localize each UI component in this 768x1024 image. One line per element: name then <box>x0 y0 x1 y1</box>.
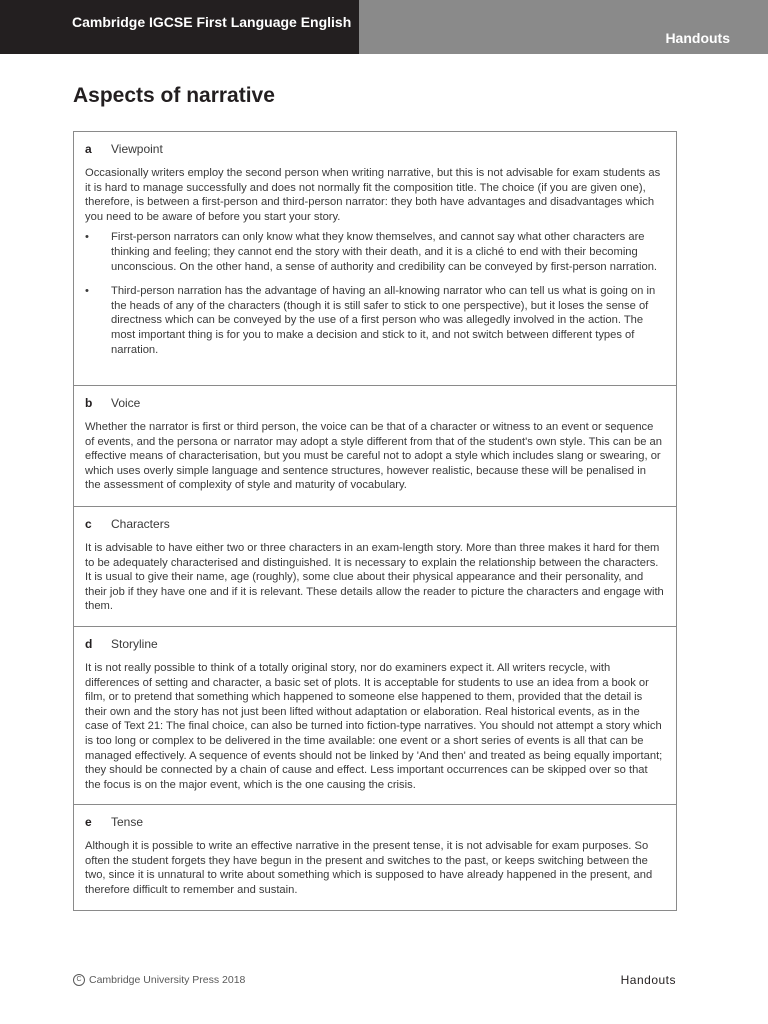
section-letter: a <box>85 142 92 156</box>
section-storyline <box>74 627 676 805</box>
section-heading: Viewpoint <box>111 142 163 156</box>
section-letter: d <box>85 637 93 651</box>
section-voice <box>74 386 676 507</box>
header-section-bar <box>359 0 768 54</box>
footer-copyright-text: Cambridge University Press 2018 <box>89 974 246 986</box>
bullet-icon: • <box>85 231 89 244</box>
header-section-label: Handouts <box>665 30 730 46</box>
section-text: Whether the narrator is first or third person, the voice can be that of a character or witness to an event or sequence of events, and the persona or narrator may adopt a style different from that of the student's own style. This can be an effective means of characterisation, but you must be careful not to adopt a style which includes slang or swearing, or which uses overly simple language and sentence structures, however realistic, because these will be penalised in the assessment of complexity of style and maturity of vocabulary. <box>85 421 662 492</box>
section-letter: c <box>85 517 92 531</box>
header-course-title: Cambridge IGCSE First Language English <box>72 14 352 30</box>
section-text: It is not really possible to think of a totally original story, nor do examiners expect it. All writers recycle, with differences of setting and character, a basic set of plots. It is acceptable for students to use an idea from a book or film, or to pretend that something which happened to someone else happened to them, provided that the detail is their own and the story has not just been lifted without adaptation or elaboration. Real historical events, as in the case of Text 21: The final choice, can also be turned into fiction-type narratives. You should not attempt a story which is too long or complex to be delivered in the time available: one event or a short series of events is all that can be managed effectively. A sequence of events should not be linked by 'And then' and treated as being equally important; they should be connected by a chain of cause and effect. Less important occurrences can be skipped over so that the focus is on the major event, which is the one causing the crisis. <box>85 662 663 791</box>
section-text: Occasionally writers employ the second person when writing narrative, but this is not advisable for exam students as it is hard to manage successfully and does not normally fit the composition title. The choice (if you are given one), therefore, is between a first-person and third-person narrator: they both have advantages and disadvantages which you need to be aware of before you start your story. <box>85 167 661 223</box>
footer-label: Handouts <box>620 973 676 987</box>
section-heading: Characters <box>111 517 170 531</box>
bullet-icon: • <box>85 285 89 298</box>
section-heading: Tense <box>111 815 144 829</box>
bullet-list <box>85 230 664 357</box>
header-course-bar <box>0 0 359 54</box>
bullet-item: • Third-person narration has the advantage of having an all-knowing narrator who can tell us what is going on in the heads of any of the characters (though it is still safer to stick to one perspective), but it loses the sense of directness which can be conveyed by the use of a first person who was allegedly involved in the action. The most important thing is for you to make a decision and stick to it, and not switch between different types of narration. <box>85 285 656 356</box>
section-heading: Storyline <box>111 637 158 651</box>
section-letter: b <box>85 396 93 410</box>
section-viewpoint <box>74 132 676 386</box>
footer-copyright <box>73 974 245 986</box>
section-text: Although it is possible to write an effective narrative in the present tense, it is not advisable for exam purposes. So often the student forgets they have begun in the present and switches to the past, or keeps switching between the two, since it is unnatural to write about something which is supposed to have already happened in the present, and therefore difficult to remember and sustain. <box>85 840 653 896</box>
section-text: It is advisable to have either two or three characters in an exam-length story. More than three makes it hard for them to be adequately characterised and distinguished. It is necessary to explain the relationship between the characters. It is usual to give their name, age (roughly), some clue about their physical appearance and their personality, and their job if they have one and if it is relevant. These details allow the reader to picture the characters and engage with them. <box>85 542 664 613</box>
section-tense <box>74 805 676 910</box>
page-title: Aspects of narrative <box>73 84 275 107</box>
section-heading: Voice <box>111 396 141 410</box>
bullet-item: • First-person narrators can only know what they know themselves, and cannot say what other characters are thinking and feeling; they cannot end the story with their death, and it is a cliché to end with their becoming unconscious. On the other hand, a sense of authority and credibility can be conveyed by first-person narration. <box>85 231 658 273</box>
copyright-icon: C <box>73 974 85 986</box>
section-characters <box>74 507 676 627</box>
narrative-aspects-table <box>73 131 677 911</box>
section-letter: e <box>85 815 92 829</box>
